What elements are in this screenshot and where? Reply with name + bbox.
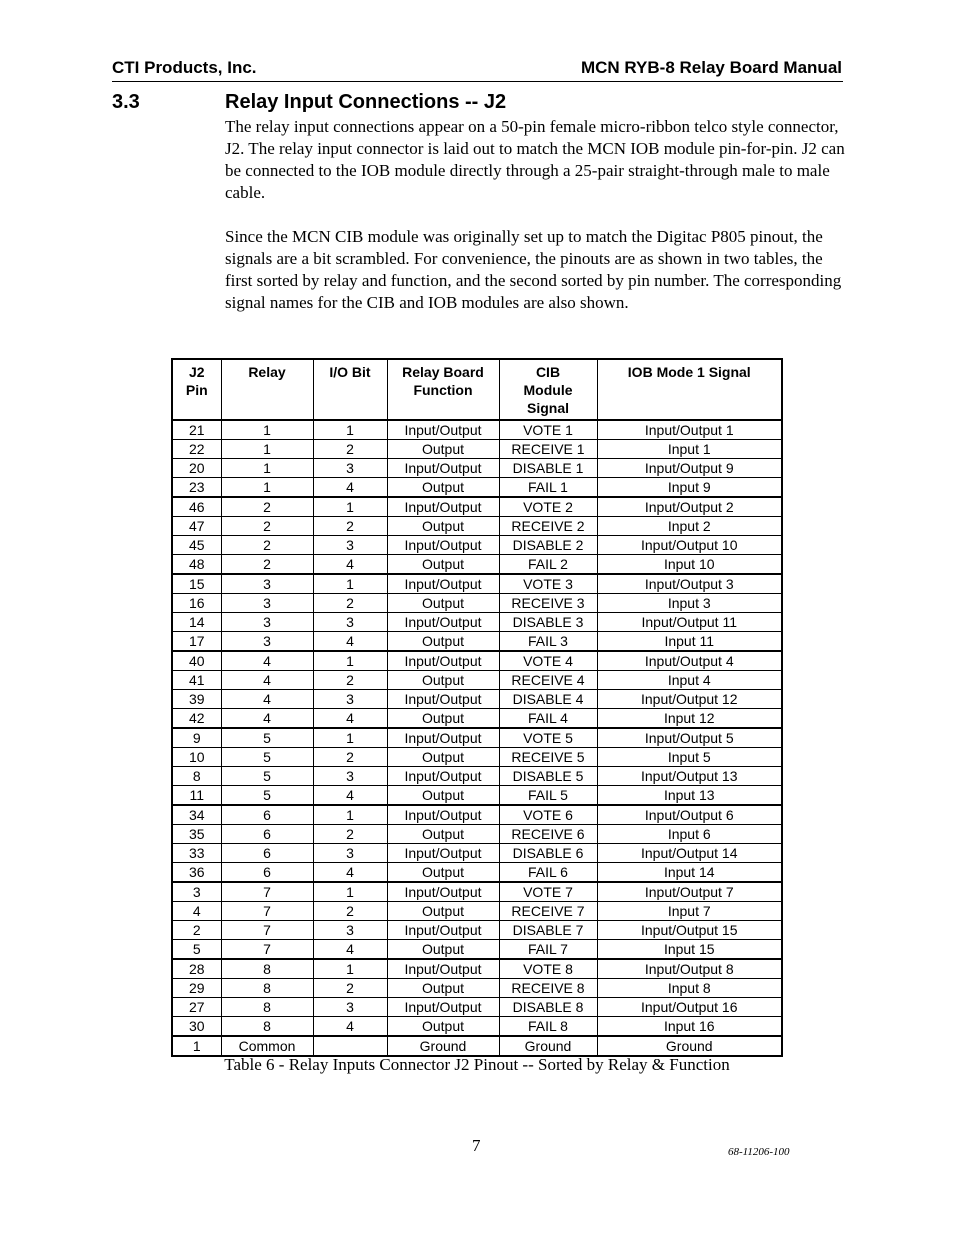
table-row	[172, 921, 782, 940]
table-cell: Input/Output 12	[597, 690, 782, 709]
paragraph: The relay input connections appear on a 50-pin female micro-ribbon telco style connector, J2. The relay input connector is laid out to match the MCN IOB module pin-for-pin. J2 can be connected to the IOB module directly through a 25-pair straight-through male to male cable.	[225, 117, 845, 202]
table-cell: Output	[387, 555, 499, 575]
table-cell: 3	[313, 459, 387, 478]
table-cell: 3	[313, 767, 387, 786]
table-cell: Input/Output 8	[597, 959, 782, 979]
document-number: 68-11206-100	[728, 1146, 790, 1158]
table-cell: Ground	[597, 1036, 782, 1056]
table-cell: 4	[313, 632, 387, 652]
table-cell: Common	[221, 1036, 313, 1056]
table-row	[172, 959, 782, 979]
table-cell: Input/Output	[387, 882, 499, 902]
table-cell: DISABLE 5	[499, 767, 597, 786]
table-cell: Output	[387, 863, 499, 883]
table-cell: Output	[387, 594, 499, 613]
header-manual-title: MCN RYB-8 Relay Board Manual	[580, 58, 842, 77]
table-cell: FAIL 5	[499, 786, 597, 806]
table-cell: 2	[313, 979, 387, 998]
table-cell: Input/Output 16	[597, 998, 782, 1017]
table-cell: Input/Output 5	[597, 728, 782, 748]
table-cell: 35	[172, 825, 221, 844]
table-cell: Input 11	[597, 632, 782, 652]
table-cell: FAIL 1	[499, 478, 597, 498]
table-cell: Input 13	[597, 786, 782, 806]
table-cell: 3	[313, 844, 387, 863]
table-cell: Input/Output	[387, 959, 499, 979]
column-header: CIB Module Signal	[499, 359, 597, 420]
table-cell: 6	[221, 805, 313, 825]
table-cell: Output	[387, 940, 499, 960]
table-cell: DISABLE 6	[499, 844, 597, 863]
table-cell: Input/Output	[387, 998, 499, 1017]
table-cell: 3	[313, 613, 387, 632]
table-cell: 1	[313, 497, 387, 517]
table-cell: Output	[387, 632, 499, 652]
table-cell: 2	[221, 536, 313, 555]
table-row	[172, 863, 782, 883]
table-row	[172, 709, 782, 729]
table-cell: 7	[221, 940, 313, 960]
table-cell: VOTE 3	[499, 574, 597, 594]
table-cell: Input/Output	[387, 767, 499, 786]
table-cell: Input 16	[597, 1017, 782, 1037]
table-cell: RECEIVE 3	[499, 594, 597, 613]
table-cell: 3	[313, 998, 387, 1017]
table-cell: 1	[172, 1036, 221, 1056]
table-row	[172, 574, 782, 594]
table-cell: Output	[387, 517, 499, 536]
table-row	[172, 998, 782, 1017]
table-cell: RECEIVE 6	[499, 825, 597, 844]
table-cell: 17	[172, 632, 221, 652]
table-cell: Input/Output	[387, 921, 499, 940]
table-cell: 21	[172, 420, 221, 440]
table-cell: 4	[221, 709, 313, 729]
table-cell: 27	[172, 998, 221, 1017]
table-cell: 2	[172, 921, 221, 940]
table-row	[172, 517, 782, 536]
table-cell: Input/Output	[387, 574, 499, 594]
table-cell: Input 5	[597, 748, 782, 767]
table-cell: 4	[221, 690, 313, 709]
table-cell: RECEIVE 4	[499, 671, 597, 690]
table-cell: RECEIVE 1	[499, 440, 597, 459]
table-row	[172, 555, 782, 575]
pinout-table	[171, 358, 783, 1057]
table-cell: 5	[221, 748, 313, 767]
table-cell: 39	[172, 690, 221, 709]
table-cell	[313, 1036, 387, 1056]
table-cell: FAIL 8	[499, 1017, 597, 1037]
header-company: CTI Products, Inc.	[112, 58, 257, 77]
table-cell: Output	[387, 440, 499, 459]
table-cell: 10	[172, 748, 221, 767]
table-row	[172, 497, 782, 517]
table-cell: Input 15	[597, 940, 782, 960]
table-cell: Input/Output 2	[597, 497, 782, 517]
table-cell: Input 4	[597, 671, 782, 690]
table-cell: 1	[221, 459, 313, 478]
table-cell: 28	[172, 959, 221, 979]
table-cell: DISABLE 4	[499, 690, 597, 709]
table-cell: 2	[313, 440, 387, 459]
table-cell: 15	[172, 574, 221, 594]
table-cell: 5	[221, 728, 313, 748]
table-cell: Input/Output	[387, 690, 499, 709]
table-cell: 22	[172, 440, 221, 459]
table-cell: 6	[221, 844, 313, 863]
table-cell: 3	[172, 882, 221, 902]
table-cell: Output	[387, 979, 499, 998]
table-row	[172, 902, 782, 921]
column-header: Relay	[221, 359, 313, 420]
table-cell: 8	[221, 998, 313, 1017]
table-row	[172, 767, 782, 786]
table-cell: Input 2	[597, 517, 782, 536]
table-cell: Output	[387, 825, 499, 844]
table-cell: 2	[221, 517, 313, 536]
table-header-row	[172, 359, 782, 420]
paragraph: Since the MCN CIB module was originally set up to match the Digitac P805 pinout, the signals are a bit scrambled. For convenience, the pinouts are as shown in two tables, the first sorted by relay and function, and the second sorted by pin number. The corresponding signal names for the CIB and IOB modules are also shown.	[225, 227, 842, 312]
table-cell: RECEIVE 5	[499, 748, 597, 767]
section-number: 3.3	[112, 91, 140, 113]
table-cell: 2	[313, 671, 387, 690]
table-cell: 8	[172, 767, 221, 786]
table-cell: Output	[387, 786, 499, 806]
table-cell: Input/Output 11	[597, 613, 782, 632]
table-cell: Input/Output	[387, 497, 499, 517]
table-cell: Input/Output	[387, 651, 499, 671]
table-cell: Input/Output 4	[597, 651, 782, 671]
table-cell: Ground	[499, 1036, 597, 1056]
table-cell: 7	[221, 921, 313, 940]
table-cell: 4	[313, 555, 387, 575]
table-cell: VOTE 5	[499, 728, 597, 748]
table-cell: VOTE 7	[499, 882, 597, 902]
table-cell: 48	[172, 555, 221, 575]
table-cell: 40	[172, 651, 221, 671]
table-cell: Input 6	[597, 825, 782, 844]
table-row	[172, 536, 782, 555]
table-cell: DISABLE 7	[499, 921, 597, 940]
table-cell: 23	[172, 478, 221, 498]
table-caption: Table 6 - Relay Inputs Connector J2 Pinout -- Sorted by Relay & Function	[224, 1055, 730, 1074]
table-cell: 4	[313, 863, 387, 883]
table-cell: 4	[221, 651, 313, 671]
table-row	[172, 632, 782, 652]
table-row	[172, 844, 782, 863]
table-cell: Input/Output 14	[597, 844, 782, 863]
table-cell: Input/Output	[387, 536, 499, 555]
table-cell: 33	[172, 844, 221, 863]
table-cell: 3	[221, 613, 313, 632]
table-cell: 2	[313, 825, 387, 844]
table-row	[172, 882, 782, 902]
table-cell: 6	[221, 863, 313, 883]
column-header: IOB Mode 1 Signal	[597, 359, 782, 420]
table-cell: Output	[387, 709, 499, 729]
table-cell: Input/Output	[387, 805, 499, 825]
table-cell: Input 10	[597, 555, 782, 575]
table-cell: 4	[313, 1017, 387, 1037]
table-cell: 1	[221, 440, 313, 459]
table-row	[172, 651, 782, 671]
table-cell: DISABLE 2	[499, 536, 597, 555]
table-cell: 7	[221, 882, 313, 902]
table-cell: 4	[221, 671, 313, 690]
table-row	[172, 979, 782, 998]
table-cell: 4	[172, 902, 221, 921]
table-cell: Output	[387, 902, 499, 921]
table-cell: Output	[387, 671, 499, 690]
table-row	[172, 748, 782, 767]
table-cell: Input/Output	[387, 420, 499, 440]
table-cell: 1	[221, 420, 313, 440]
table-cell: 8	[221, 1017, 313, 1037]
table-row	[172, 1036, 782, 1056]
table-cell: Input/Output	[387, 844, 499, 863]
table-cell: Input/Output 3	[597, 574, 782, 594]
table-cell: 4	[313, 786, 387, 806]
table-cell: 1	[313, 882, 387, 902]
table-cell: 3	[221, 594, 313, 613]
table-row	[172, 825, 782, 844]
table-cell: 16	[172, 594, 221, 613]
table-cell: Ground	[387, 1036, 499, 1056]
table-row	[172, 805, 782, 825]
table-cell: 36	[172, 863, 221, 883]
table-cell: DISABLE 8	[499, 998, 597, 1017]
table-cell: Output	[387, 748, 499, 767]
table-cell: 42	[172, 709, 221, 729]
table-row	[172, 420, 782, 440]
table-cell: 1	[313, 959, 387, 979]
table-cell: 45	[172, 536, 221, 555]
table-cell: Input 8	[597, 979, 782, 998]
column-header: I/O Bit	[313, 359, 387, 420]
table-cell: VOTE 4	[499, 651, 597, 671]
table-cell: 6	[221, 825, 313, 844]
table-cell: 1	[221, 478, 313, 498]
table-cell: 3	[313, 536, 387, 555]
table-cell: RECEIVE 7	[499, 902, 597, 921]
table-cell: FAIL 2	[499, 555, 597, 575]
table-cell: 5	[221, 786, 313, 806]
table-cell: FAIL 3	[499, 632, 597, 652]
table-cell: Input 1	[597, 440, 782, 459]
table-cell: 3	[221, 574, 313, 594]
table-cell: 3	[313, 921, 387, 940]
table-cell: VOTE 8	[499, 959, 597, 979]
header-rule	[112, 81, 843, 82]
table-cell: Input 9	[597, 478, 782, 498]
table-cell: Input/Output 7	[597, 882, 782, 902]
table-cell: Input/Output	[387, 613, 499, 632]
table-cell: 7	[221, 902, 313, 921]
table-row	[172, 690, 782, 709]
table-row	[172, 459, 782, 478]
table-cell: 1	[313, 420, 387, 440]
table-row	[172, 671, 782, 690]
table-cell: 3	[221, 632, 313, 652]
table-cell: 8	[221, 959, 313, 979]
table-cell: 46	[172, 497, 221, 517]
column-header: Relay Board Function	[387, 359, 499, 420]
table-cell: Input/Output 9	[597, 459, 782, 478]
table-cell: DISABLE 1	[499, 459, 597, 478]
section-title: Relay Input Connections -- J2	[225, 91, 507, 113]
table-cell: 1	[313, 574, 387, 594]
table-row	[172, 940, 782, 960]
table-cell: Input 3	[597, 594, 782, 613]
table-cell: 41	[172, 671, 221, 690]
table-cell: 5	[172, 940, 221, 960]
table-cell: 3	[313, 690, 387, 709]
table-cell: Input 7	[597, 902, 782, 921]
table-body	[172, 420, 782, 1056]
table-row	[172, 440, 782, 459]
table-cell: 34	[172, 805, 221, 825]
table-cell: RECEIVE 2	[499, 517, 597, 536]
table-cell: Output	[387, 478, 499, 498]
section-body	[225, 116, 845, 336]
table-cell: 30	[172, 1017, 221, 1037]
table-cell: 29	[172, 979, 221, 998]
table-cell: Input/Output 15	[597, 921, 782, 940]
table-cell: Input/Output 10	[597, 536, 782, 555]
table-row	[172, 594, 782, 613]
table-cell: 4	[313, 478, 387, 498]
table-cell: 8	[221, 979, 313, 998]
table-cell: FAIL 6	[499, 863, 597, 883]
table-cell: 14	[172, 613, 221, 632]
table-cell: Input/Output	[387, 728, 499, 748]
table-cell: 2	[313, 748, 387, 767]
table-cell: FAIL 7	[499, 940, 597, 960]
table-cell: 9	[172, 728, 221, 748]
table-cell: 2	[221, 497, 313, 517]
table-cell: Input/Output	[387, 459, 499, 478]
table-cell: VOTE 1	[499, 420, 597, 440]
table-cell: 2	[313, 594, 387, 613]
table-cell: VOTE 2	[499, 497, 597, 517]
table-cell: 5	[221, 767, 313, 786]
table-cell: Input/Output 1	[597, 420, 782, 440]
table-cell: 11	[172, 786, 221, 806]
table-cell: Input/Output 6	[597, 805, 782, 825]
table-cell: 20	[172, 459, 221, 478]
table-row	[172, 728, 782, 748]
table-row	[172, 478, 782, 498]
table-cell: 2	[221, 555, 313, 575]
table-cell: Input 14	[597, 863, 782, 883]
table-row	[172, 1017, 782, 1037]
table-row	[172, 613, 782, 632]
table-cell: FAIL 4	[499, 709, 597, 729]
table-row	[172, 786, 782, 806]
table-cell: 2	[313, 902, 387, 921]
table-cell: Input 12	[597, 709, 782, 729]
table-cell: 1	[313, 805, 387, 825]
table-cell: RECEIVE 8	[499, 979, 597, 998]
table-cell: Output	[387, 1017, 499, 1037]
table-cell: VOTE 6	[499, 805, 597, 825]
table-cell: 47	[172, 517, 221, 536]
table-cell: 4	[313, 940, 387, 960]
table-cell: Input/Output 13	[597, 767, 782, 786]
table-cell: 1	[313, 728, 387, 748]
table-cell: 2	[313, 517, 387, 536]
page-number: 7	[472, 1136, 481, 1155]
table-cell: 1	[313, 651, 387, 671]
table-cell: 4	[313, 709, 387, 729]
table-cell: DISABLE 3	[499, 613, 597, 632]
column-header: J2 Pin	[172, 359, 221, 420]
